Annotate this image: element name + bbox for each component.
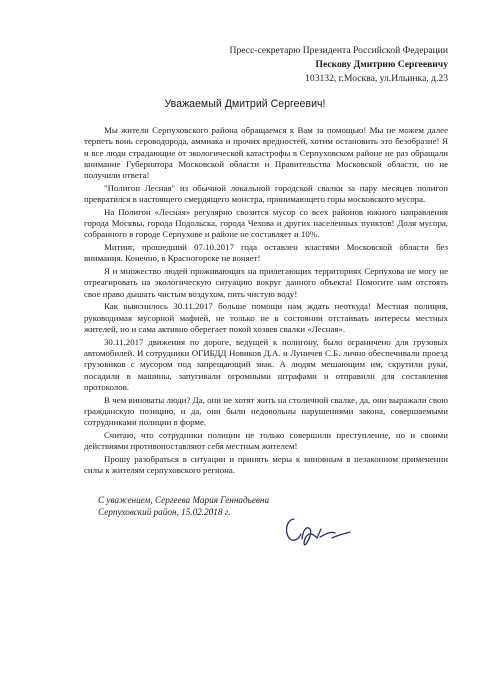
addressee-block: [148, 44, 448, 86]
letter-body: [84, 125, 448, 478]
paragraph: Я и множество людей проживающих на прилегающих территориях Серпухова не могу не отреагировать на экологическую ситуацию вокруг данного объекта! Помогите нам отстоять свое право дышать чистым воздухом, пить чистую воду!: [84, 266, 448, 299]
paragraph: Мы жители Серпуховского района обращаемся к Вам за помощью! Мы не можем далее терпеть вонь сероводорода, аммиака и прочих вредностей, хотим остановить это безобразие! Я и все люди страдающие от экологической катастрофы в Серпуховском районе не раз обращали внимание Губернатора Московской области и Правительства Московской области, но не получили ответа!: [84, 125, 448, 181]
handwritten-signature: [282, 509, 352, 549]
signoff-author: С уважением, Сергеева Мария Геннадьевна: [98, 495, 270, 505]
paragraph: Как выяснилось 30.11.2017 больше помощи нам ждать неоткуда! Местная полиция, руководимая мусорной мафией, не только не в состоянии отстаивать интересы местных жителей, но и сама активно оберегает покой хозяев свалки «Лесная».: [84, 301, 448, 334]
signoff-place-date: Серпуховский район, 15.02.2018 г.: [98, 507, 231, 517]
paragraph: В чем виноваты люди? Да, они не хотят жить на столичной свалке, да, они выражали свою гражданскую позицию, и да, они были недовольны нарушениями закона, совершаемыми сотрудниками полиции в форме.: [84, 394, 448, 428]
addressee-name: Пескову Дмитрию Сергеевичу: [315, 59, 448, 70]
paragraph: На Полигон «Лесная» регулярно свозится мусор со всех районов южного направления города Москвы, города Подольска, города Чехова и других населенных пунктов! Доля мусора, собранного в городе Серпухове и районе не составляет и 10%.: [84, 206, 448, 240]
greeting: Уважаемый Дмитрий Сергеевич!: [164, 98, 326, 110]
paragraph: Считаю, что сотрудники полиции не только совершили преступление, но и своими действиями противопоставляют себя местным жителем!: [84, 429, 448, 452]
addressee-title: Пресс-секретарю Президента Российской Федерации: [229, 45, 448, 56]
paragraph: Митинг, прошедший 07.10.2017 года оставлен властями Московской области без внимания. Конечно, в Красногорске не воняет!: [84, 242, 448, 264]
paragraph: "Полигон Лесная" из обычной локальной городской свалки за пару месяцев полигон превратился в настоящего смердящего монстра, принимающего горы московского мусора.: [84, 182, 448, 205]
addressee-address: 103132, г.Москва, ул.Ильинка, д.23: [305, 73, 448, 84]
paragraph: 30.11.2017 движения по дороге, ведущей к полигону, было ограничено для грузовых автомобилей. И сотрудники ОГИБДД Новиков Д.А. и Луничев С.Б. лично обеспечивали проезд грузовиков с мусором под запрещающий знак. А людям мешающим им, скрутили руки, посадили в машины, запугивали огромными штрафами и отправили для составления протоколов.: [84, 336, 448, 392]
paragraph: Прошу разобраться в ситуации и принять меры к виновным в незаконном применении силы к жителям серпуховского региона.: [84, 453, 448, 476]
